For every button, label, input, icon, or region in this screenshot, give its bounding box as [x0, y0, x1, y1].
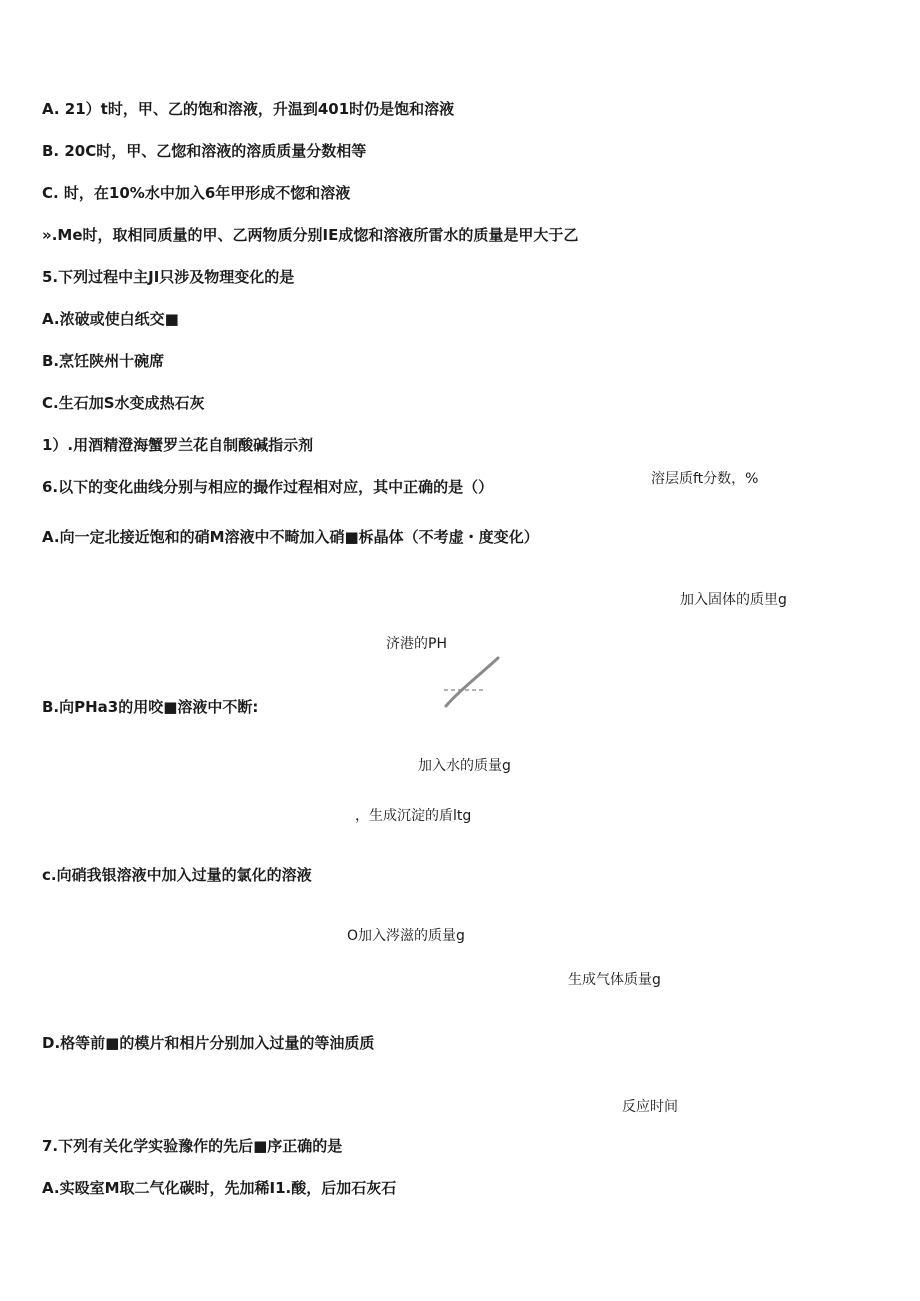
question-7-option-a: A.实殴室M取二气化碳时，先加稀I1.酸，后加石灰石	[42, 1179, 397, 1197]
question-5-option-d: 1）.用酒精澄海蟹罗兰花自制酸碱指示剂	[42, 436, 314, 454]
question-4-option-d: ».Me时，取相同质量的甲、乙两物质分别IE成惚和溶液所雷水的质量是甲大于乙	[42, 226, 579, 244]
question-5-option-b: B.烹饪陕州十碗席	[42, 352, 165, 370]
figure-b-curve	[436, 648, 516, 716]
question-7-stem: 7.下列有关化学实验豫作的先后■序正确的是	[42, 1137, 343, 1155]
figure-b-xlabel: 加入水的质量g	[418, 758, 511, 774]
figure-d-ylabel: 生成气体质量g	[568, 972, 661, 988]
figure-b-ylabel: 济港的PH	[386, 636, 447, 652]
question-6-stem: 6.以下的变化曲线分别与相应的撮作过程相对应，其中正确的是（）	[42, 478, 494, 496]
figure-d-xlabel: 反应时间	[622, 1099, 678, 1115]
question-5-option-a: A.浓破或使白纸交■	[42, 310, 179, 328]
question-5-option-c: C.生石加S水变成热石灰	[42, 394, 205, 412]
figure-a-ylabel: 溶层质ft分数，%	[651, 471, 759, 487]
question-6-option-c: c.向硝我银溶液中加入过量的氯化的溶液	[42, 866, 312, 884]
question-6-option-b: B.向PHa3的用咬■溶液中不断:	[42, 698, 259, 716]
question-6-option-a: A.向一定北接近饱和的硝M溶液中不畸加入硝■柝晶体（不考虚・度变化）	[42, 528, 539, 546]
figure-b-ph-curve	[446, 658, 498, 706]
question-5-stem: 5.下列过程中主JI只涉及物理变化的是	[42, 268, 295, 286]
question-6-option-d: D.格等前■的模片和相片分别加入过量的等油质质	[42, 1034, 375, 1052]
figure-c-ylabel: ，生成沉淀的盾ltg	[355, 808, 472, 824]
question-4-option-b: B. 20C时，甲、乙惚和溶液的溶质质量分数相等	[42, 142, 367, 160]
figure-a-xlabel: 加入固体的质里g	[680, 592, 787, 608]
figure-c-xlabel: O加入涔滋的质量g	[347, 928, 465, 944]
question-4-option-a: A. 21）t时，甲、乙的饱和溶液，升温到401时仍是饱和溶液	[42, 100, 455, 118]
question-4-option-c: C. 时，在10%水中加入6年甲形成不惚和溶液	[42, 184, 351, 202]
